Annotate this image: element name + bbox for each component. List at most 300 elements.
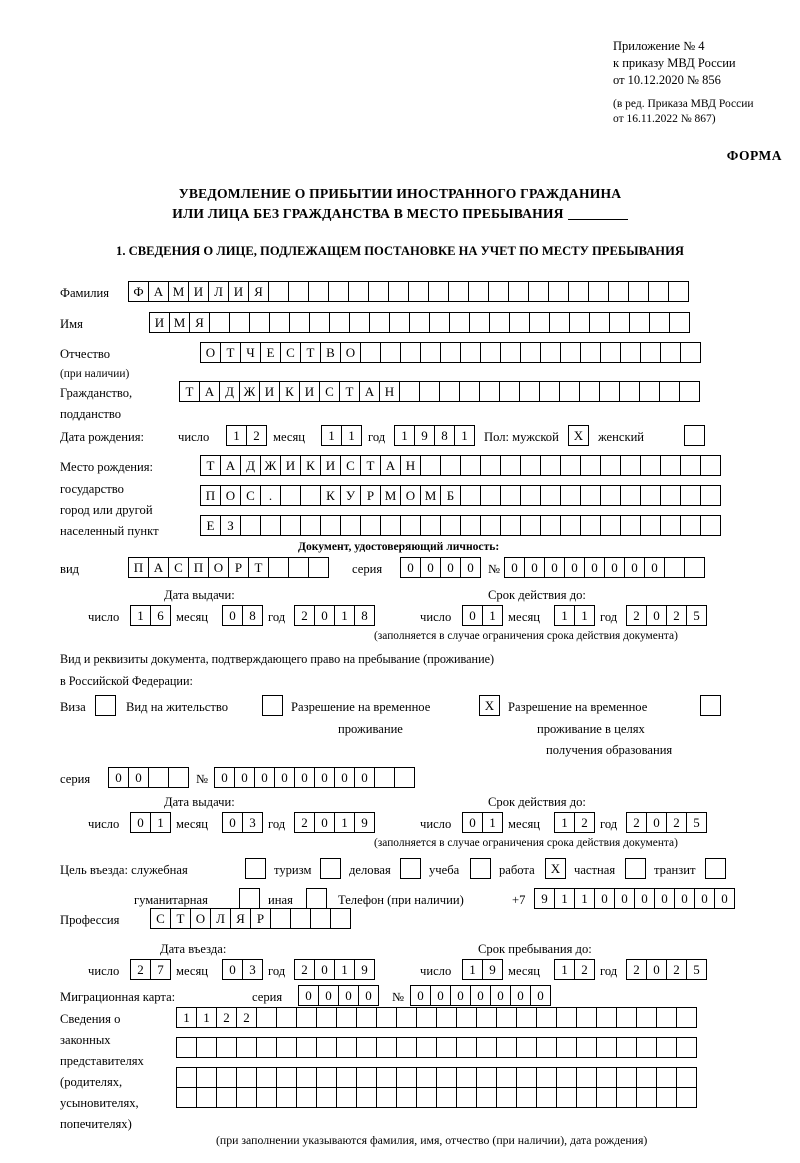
form-cell[interactable]: 0 bbox=[714, 888, 735, 909]
form-cell[interactable] bbox=[416, 1067, 437, 1088]
form-cell[interactable] bbox=[656, 1087, 677, 1108]
form-cell[interactable]: Т bbox=[220, 342, 241, 363]
form-cell[interactable] bbox=[216, 1037, 237, 1058]
form-cell[interactable]: А bbox=[148, 557, 169, 578]
form-cell[interactable] bbox=[560, 342, 581, 363]
permit-valid-year-input[interactable] bbox=[626, 812, 706, 833]
form-cell[interactable] bbox=[499, 381, 520, 402]
form-cell[interactable] bbox=[288, 557, 309, 578]
form-cell[interactable] bbox=[640, 515, 661, 536]
form-cell[interactable] bbox=[308, 281, 329, 302]
birth-place-row-2[interactable] bbox=[200, 485, 720, 506]
form-cell[interactable]: 0 bbox=[314, 959, 335, 980]
form-cell[interactable] bbox=[596, 1007, 617, 1028]
doc-valid-year-input[interactable] bbox=[626, 605, 706, 626]
sex-male-checkbox[interactable]: X bbox=[568, 425, 589, 446]
form-cell[interactable] bbox=[440, 515, 461, 536]
form-cell[interactable]: Н bbox=[379, 381, 400, 402]
form-cell[interactable]: 5 bbox=[686, 959, 707, 980]
form-cell[interactable] bbox=[539, 381, 560, 402]
form-cell[interactable]: 8 bbox=[242, 605, 263, 626]
form-cell[interactable]: 2 bbox=[236, 1007, 257, 1028]
form-cell[interactable] bbox=[268, 281, 289, 302]
purpose-transit-checkbox[interactable] bbox=[705, 858, 726, 879]
form-cell[interactable]: О bbox=[340, 342, 361, 363]
form-cell[interactable] bbox=[416, 1007, 437, 1028]
form-cell[interactable] bbox=[376, 1067, 397, 1088]
form-cell[interactable] bbox=[348, 281, 369, 302]
form-cell[interactable] bbox=[500, 515, 521, 536]
form-cell[interactable]: К bbox=[300, 455, 321, 476]
form-cell[interactable] bbox=[628, 281, 649, 302]
form-cell[interactable] bbox=[676, 1007, 697, 1028]
form-cell[interactable] bbox=[328, 281, 349, 302]
form-cell[interactable] bbox=[459, 381, 480, 402]
stay-year-input[interactable] bbox=[626, 959, 706, 980]
form-cell[interactable] bbox=[249, 312, 270, 333]
form-cell[interactable] bbox=[356, 1037, 377, 1058]
form-cell[interactable]: Р bbox=[360, 485, 381, 506]
form-cell[interactable]: 0 bbox=[222, 605, 243, 626]
form-cell[interactable]: 3 bbox=[242, 812, 263, 833]
form-cell[interactable]: С bbox=[280, 342, 301, 363]
form-cell[interactable] bbox=[176, 1037, 197, 1058]
legal-rep-row-3[interactable] bbox=[176, 1067, 696, 1088]
form-cell[interactable] bbox=[649, 312, 670, 333]
visa-checkbox[interactable] bbox=[95, 695, 116, 716]
form-cell[interactable] bbox=[276, 1087, 297, 1108]
doc-series-input[interactable] bbox=[400, 557, 480, 578]
form-cell[interactable]: 0 bbox=[614, 888, 635, 909]
form-cell[interactable]: И bbox=[320, 455, 341, 476]
form-cell[interactable] bbox=[436, 1007, 457, 1028]
form-cell[interactable]: 7 bbox=[150, 959, 171, 980]
form-cell[interactable] bbox=[408, 281, 429, 302]
form-cell[interactable]: А bbox=[199, 381, 220, 402]
doc-number-input[interactable] bbox=[504, 557, 704, 578]
form-cell[interactable] bbox=[620, 342, 641, 363]
form-cell[interactable]: 0 bbox=[594, 888, 615, 909]
form-cell[interactable] bbox=[528, 281, 549, 302]
form-cell[interactable]: 2 bbox=[666, 959, 687, 980]
form-cell[interactable]: 0 bbox=[298, 985, 319, 1006]
form-cell[interactable] bbox=[700, 515, 721, 536]
form-cell[interactable]: Я bbox=[248, 281, 269, 302]
form-cell[interactable]: 0 bbox=[222, 812, 243, 833]
form-cell[interactable] bbox=[600, 455, 621, 476]
form-cell[interactable] bbox=[600, 515, 621, 536]
form-cell[interactable] bbox=[356, 1087, 377, 1108]
entry-month-input[interactable] bbox=[222, 959, 262, 980]
form-cell[interactable]: 8 bbox=[354, 605, 375, 626]
citizenship-input[interactable] bbox=[179, 381, 699, 402]
form-cell[interactable]: 1 bbox=[482, 812, 503, 833]
form-cell[interactable]: 0 bbox=[510, 985, 531, 1006]
birth-month-input[interactable] bbox=[321, 425, 361, 446]
form-cell[interactable] bbox=[700, 485, 721, 506]
form-cell[interactable]: 0 bbox=[318, 985, 339, 1006]
form-cell[interactable] bbox=[589, 312, 610, 333]
form-cell[interactable]: А bbox=[220, 455, 241, 476]
form-cell[interactable]: А bbox=[359, 381, 380, 402]
form-cell[interactable] bbox=[580, 342, 601, 363]
form-cell[interactable]: 9 bbox=[414, 425, 435, 446]
form-cell[interactable] bbox=[660, 342, 681, 363]
form-cell[interactable] bbox=[636, 1087, 657, 1108]
form-cell[interactable]: Б bbox=[440, 485, 461, 506]
entry-day-input[interactable] bbox=[130, 959, 170, 980]
purpose-work-checkbox[interactable]: X bbox=[545, 858, 566, 879]
purpose-other-checkbox[interactable] bbox=[306, 888, 327, 909]
form-cell[interactable] bbox=[269, 312, 290, 333]
form-cell[interactable]: 0 bbox=[314, 605, 335, 626]
form-cell[interactable] bbox=[380, 342, 401, 363]
form-cell[interactable]: Т bbox=[170, 908, 191, 929]
form-cell[interactable]: О bbox=[400, 485, 421, 506]
form-cell[interactable]: 2 bbox=[216, 1007, 237, 1028]
form-cell[interactable]: 2 bbox=[626, 959, 647, 980]
form-cell[interactable]: . bbox=[260, 485, 281, 506]
form-cell[interactable]: 1 bbox=[150, 812, 171, 833]
form-cell[interactable] bbox=[396, 1037, 417, 1058]
form-cell[interactable] bbox=[468, 281, 489, 302]
form-cell[interactable]: 0 bbox=[440, 557, 461, 578]
form-cell[interactable] bbox=[436, 1087, 457, 1108]
form-cell[interactable]: М bbox=[168, 281, 189, 302]
form-cell[interactable] bbox=[536, 1007, 557, 1028]
form-cell[interactable] bbox=[308, 557, 329, 578]
permit-issue-year-input[interactable] bbox=[294, 812, 374, 833]
form-cell[interactable] bbox=[664, 557, 685, 578]
form-cell[interactable]: 0 bbox=[430, 985, 451, 1006]
form-cell[interactable] bbox=[549, 312, 570, 333]
form-cell[interactable] bbox=[460, 342, 481, 363]
form-cell[interactable]: 1 bbox=[394, 425, 415, 446]
doc-issue-day-input[interactable] bbox=[130, 605, 170, 626]
form-cell[interactable]: А bbox=[148, 281, 169, 302]
form-cell[interactable] bbox=[669, 312, 690, 333]
form-cell[interactable] bbox=[516, 1037, 537, 1058]
form-cell[interactable]: М bbox=[169, 312, 190, 333]
form-cell[interactable] bbox=[276, 1037, 297, 1058]
form-cell[interactable]: 2 bbox=[574, 812, 595, 833]
form-cell[interactable] bbox=[536, 1037, 557, 1058]
form-cell[interactable] bbox=[636, 1037, 657, 1058]
form-cell[interactable]: 9 bbox=[354, 812, 375, 833]
form-cell[interactable] bbox=[629, 312, 650, 333]
form-cell[interactable]: Я bbox=[189, 312, 210, 333]
form-cell[interactable]: 1 bbox=[554, 605, 575, 626]
form-cell[interactable]: 0 bbox=[354, 767, 375, 788]
form-cell[interactable] bbox=[280, 515, 301, 536]
form-cell[interactable] bbox=[616, 1007, 637, 1028]
form-cell[interactable]: 0 bbox=[460, 557, 481, 578]
form-cell[interactable]: 0 bbox=[214, 767, 235, 788]
form-cell[interactable]: 0 bbox=[646, 959, 667, 980]
form-cell[interactable]: 0 bbox=[674, 888, 695, 909]
form-cell[interactable]: Ж bbox=[239, 381, 260, 402]
form-cell[interactable] bbox=[196, 1067, 217, 1088]
patronymic-input[interactable] bbox=[200, 342, 700, 363]
doc-valid-month-input[interactable] bbox=[554, 605, 594, 626]
form-cell[interactable] bbox=[576, 1037, 597, 1058]
form-cell[interactable] bbox=[616, 1067, 637, 1088]
form-cell[interactable]: 0 bbox=[108, 767, 129, 788]
form-cell[interactable] bbox=[684, 557, 705, 578]
form-cell[interactable] bbox=[680, 342, 701, 363]
form-cell[interactable] bbox=[229, 312, 250, 333]
form-cell[interactable] bbox=[556, 1087, 577, 1108]
form-cell[interactable] bbox=[640, 342, 661, 363]
form-cell[interactable] bbox=[636, 1067, 657, 1088]
form-cell[interactable]: 2 bbox=[574, 959, 595, 980]
form-cell[interactable]: 0 bbox=[624, 557, 645, 578]
form-cell[interactable] bbox=[240, 515, 261, 536]
mcard-number-input[interactable] bbox=[410, 985, 550, 1006]
form-cell[interactable]: Е bbox=[260, 342, 281, 363]
form-cell[interactable] bbox=[608, 281, 629, 302]
form-cell[interactable] bbox=[400, 342, 421, 363]
form-cell[interactable]: 2 bbox=[666, 605, 687, 626]
form-cell[interactable]: Ч bbox=[240, 342, 261, 363]
form-cell[interactable] bbox=[476, 1067, 497, 1088]
form-cell[interactable]: Т bbox=[179, 381, 200, 402]
form-cell[interactable]: 0 bbox=[450, 985, 471, 1006]
form-cell[interactable] bbox=[600, 342, 621, 363]
form-cell[interactable]: С bbox=[150, 908, 171, 929]
form-cell[interactable]: 3 bbox=[242, 959, 263, 980]
form-cell[interactable] bbox=[480, 342, 501, 363]
form-cell[interactable] bbox=[256, 1087, 277, 1108]
form-cell[interactable] bbox=[460, 455, 481, 476]
form-cell[interactable]: Е bbox=[200, 515, 221, 536]
form-cell[interactable] bbox=[460, 515, 481, 536]
form-cell[interactable] bbox=[280, 485, 301, 506]
form-cell[interactable] bbox=[256, 1037, 277, 1058]
form-cell[interactable]: 0 bbox=[274, 767, 295, 788]
form-cell[interactable] bbox=[479, 381, 500, 402]
form-cell[interactable] bbox=[620, 485, 641, 506]
form-cell[interactable]: Т bbox=[248, 557, 269, 578]
form-cell[interactable] bbox=[196, 1087, 217, 1108]
stay-month-input[interactable] bbox=[554, 959, 594, 980]
form-cell[interactable] bbox=[356, 1067, 377, 1088]
form-cell[interactable] bbox=[360, 342, 381, 363]
form-cell[interactable]: 0 bbox=[294, 767, 315, 788]
form-cell[interactable]: И bbox=[299, 381, 320, 402]
form-cell[interactable]: П bbox=[128, 557, 149, 578]
form-cell[interactable] bbox=[440, 455, 461, 476]
form-cell[interactable]: 0 bbox=[504, 557, 525, 578]
form-cell[interactable]: 0 bbox=[654, 888, 675, 909]
form-cell[interactable] bbox=[420, 455, 441, 476]
form-cell[interactable]: Л bbox=[210, 908, 231, 929]
form-cell[interactable] bbox=[456, 1067, 477, 1088]
form-cell[interactable]: 1 bbox=[334, 605, 355, 626]
form-cell[interactable] bbox=[540, 342, 561, 363]
form-cell[interactable]: М bbox=[380, 485, 401, 506]
form-cell[interactable]: А bbox=[380, 455, 401, 476]
form-cell[interactable] bbox=[599, 381, 620, 402]
form-cell[interactable] bbox=[609, 312, 630, 333]
form-cell[interactable] bbox=[680, 485, 701, 506]
form-cell[interactable]: 0 bbox=[644, 557, 665, 578]
form-cell[interactable]: 9 bbox=[354, 959, 375, 980]
form-cell[interactable] bbox=[456, 1037, 477, 1058]
form-cell[interactable] bbox=[639, 381, 660, 402]
form-cell[interactable]: 0 bbox=[530, 985, 551, 1006]
form-cell[interactable] bbox=[270, 908, 291, 929]
form-cell[interactable] bbox=[516, 1087, 537, 1108]
form-cell[interactable]: С bbox=[340, 455, 361, 476]
permit-number-input[interactable] bbox=[214, 767, 414, 788]
form-cell[interactable]: 8 bbox=[434, 425, 455, 446]
form-cell[interactable]: 1 bbox=[462, 959, 483, 980]
form-cell[interactable]: 1 bbox=[334, 812, 355, 833]
form-cell[interactable] bbox=[290, 908, 311, 929]
form-cell[interactable]: И bbox=[149, 312, 170, 333]
form-cell[interactable]: С bbox=[319, 381, 340, 402]
form-cell[interactable] bbox=[420, 515, 441, 536]
sex-female-checkbox[interactable] bbox=[684, 425, 705, 446]
stay-day-input[interactable] bbox=[462, 959, 502, 980]
form-cell[interactable] bbox=[389, 312, 410, 333]
form-cell[interactable]: Р bbox=[250, 908, 271, 929]
form-cell[interactable] bbox=[216, 1087, 237, 1108]
form-cell[interactable] bbox=[256, 1067, 277, 1088]
form-cell[interactable] bbox=[336, 1037, 357, 1058]
form-cell[interactable] bbox=[520, 515, 541, 536]
doc-issue-month-input[interactable] bbox=[222, 605, 262, 626]
form-cell[interactable]: 0 bbox=[470, 985, 491, 1006]
profession-input[interactable] bbox=[150, 908, 350, 929]
form-cell[interactable] bbox=[488, 281, 509, 302]
form-cell[interactable] bbox=[529, 312, 550, 333]
form-cell[interactable] bbox=[428, 281, 449, 302]
form-cell[interactable] bbox=[480, 455, 501, 476]
form-cell[interactable] bbox=[540, 485, 561, 506]
form-cell[interactable] bbox=[640, 455, 661, 476]
form-cell[interactable]: Я bbox=[230, 908, 251, 929]
form-cell[interactable]: З bbox=[220, 515, 241, 536]
form-cell[interactable] bbox=[556, 1067, 577, 1088]
form-cell[interactable] bbox=[260, 515, 281, 536]
form-cell[interactable]: 1 bbox=[226, 425, 247, 446]
form-cell[interactable]: 0 bbox=[234, 767, 255, 788]
form-cell[interactable]: Д bbox=[240, 455, 261, 476]
form-cell[interactable] bbox=[476, 1007, 497, 1028]
phone-input[interactable] bbox=[534, 888, 734, 909]
form-cell[interactable] bbox=[556, 1037, 577, 1058]
form-cell[interactable]: 1 bbox=[482, 605, 503, 626]
form-cell[interactable] bbox=[560, 515, 581, 536]
form-cell[interactable]: 1 bbox=[196, 1007, 217, 1028]
birth-place-row-1[interactable] bbox=[200, 455, 720, 476]
form-cell[interactable]: 0 bbox=[254, 767, 275, 788]
form-cell[interactable]: Т bbox=[339, 381, 360, 402]
form-cell[interactable] bbox=[576, 1007, 597, 1028]
form-cell[interactable] bbox=[476, 1087, 497, 1108]
form-cell[interactable]: И bbox=[228, 281, 249, 302]
form-cell[interactable]: Д bbox=[219, 381, 240, 402]
purpose-private-checkbox[interactable] bbox=[625, 858, 646, 879]
form-cell[interactable] bbox=[440, 342, 461, 363]
form-cell[interactable] bbox=[148, 767, 169, 788]
form-cell[interactable]: 0 bbox=[564, 557, 585, 578]
form-cell[interactable]: 0 bbox=[400, 557, 421, 578]
form-cell[interactable] bbox=[300, 515, 321, 536]
form-cell[interactable]: 0 bbox=[646, 812, 667, 833]
form-cell[interactable]: 0 bbox=[314, 812, 335, 833]
entry-year-input[interactable] bbox=[294, 959, 374, 980]
form-cell[interactable] bbox=[289, 312, 310, 333]
form-cell[interactable] bbox=[640, 485, 661, 506]
form-cell[interactable] bbox=[676, 1037, 697, 1058]
permit-issue-day-input[interactable] bbox=[130, 812, 170, 833]
form-cell[interactable] bbox=[416, 1037, 437, 1058]
temp-residence-checkbox[interactable]: X bbox=[479, 695, 500, 716]
form-cell[interactable] bbox=[360, 515, 381, 536]
form-cell[interactable] bbox=[620, 515, 641, 536]
purpose-humanitarian-checkbox[interactable] bbox=[239, 888, 260, 909]
form-cell[interactable] bbox=[660, 485, 681, 506]
form-cell[interactable] bbox=[548, 281, 569, 302]
form-cell[interactable]: 5 bbox=[686, 812, 707, 833]
form-cell[interactable]: О bbox=[208, 557, 229, 578]
form-cell[interactable] bbox=[656, 1067, 677, 1088]
form-cell[interactable]: Р bbox=[228, 557, 249, 578]
doc-issue-year-input[interactable] bbox=[294, 605, 374, 626]
form-cell[interactable]: К bbox=[320, 485, 341, 506]
form-cell[interactable]: 2 bbox=[294, 605, 315, 626]
form-cell[interactable]: П bbox=[200, 485, 221, 506]
form-cell[interactable]: 1 bbox=[130, 605, 151, 626]
form-cell[interactable] bbox=[489, 312, 510, 333]
form-cell[interactable] bbox=[396, 1007, 417, 1028]
form-cell[interactable] bbox=[316, 1007, 337, 1028]
form-cell[interactable]: О bbox=[200, 342, 221, 363]
form-cell[interactable]: П bbox=[188, 557, 209, 578]
permit-valid-month-input[interactable] bbox=[554, 812, 594, 833]
form-cell[interactable] bbox=[620, 455, 641, 476]
form-cell[interactable]: Н bbox=[400, 455, 421, 476]
form-cell[interactable] bbox=[236, 1037, 257, 1058]
form-cell[interactable]: Т bbox=[300, 342, 321, 363]
form-cell[interactable] bbox=[469, 312, 490, 333]
form-cell[interactable]: 1 bbox=[554, 812, 575, 833]
form-cell[interactable] bbox=[216, 1067, 237, 1088]
form-cell[interactable] bbox=[394, 767, 415, 788]
form-cell[interactable] bbox=[496, 1037, 517, 1058]
birth-year-input[interactable] bbox=[394, 425, 474, 446]
purpose-business-checkbox[interactable] bbox=[400, 858, 421, 879]
form-cell[interactable] bbox=[376, 1087, 397, 1108]
form-cell[interactable] bbox=[636, 1007, 657, 1028]
form-cell[interactable]: 0 bbox=[130, 812, 151, 833]
form-cell[interactable] bbox=[660, 515, 681, 536]
form-cell[interactable] bbox=[580, 515, 601, 536]
form-cell[interactable]: 0 bbox=[462, 605, 483, 626]
form-cell[interactable] bbox=[560, 455, 581, 476]
form-cell[interactable] bbox=[680, 455, 701, 476]
legal-rep-row-4[interactable] bbox=[176, 1087, 696, 1108]
form-cell[interactable]: О bbox=[190, 908, 211, 929]
mcard-series-input[interactable] bbox=[298, 985, 378, 1006]
form-cell[interactable]: 5 bbox=[686, 605, 707, 626]
form-cell[interactable] bbox=[456, 1087, 477, 1108]
form-cell[interactable]: 1 bbox=[321, 425, 342, 446]
purpose-study-checkbox[interactable] bbox=[470, 858, 491, 879]
